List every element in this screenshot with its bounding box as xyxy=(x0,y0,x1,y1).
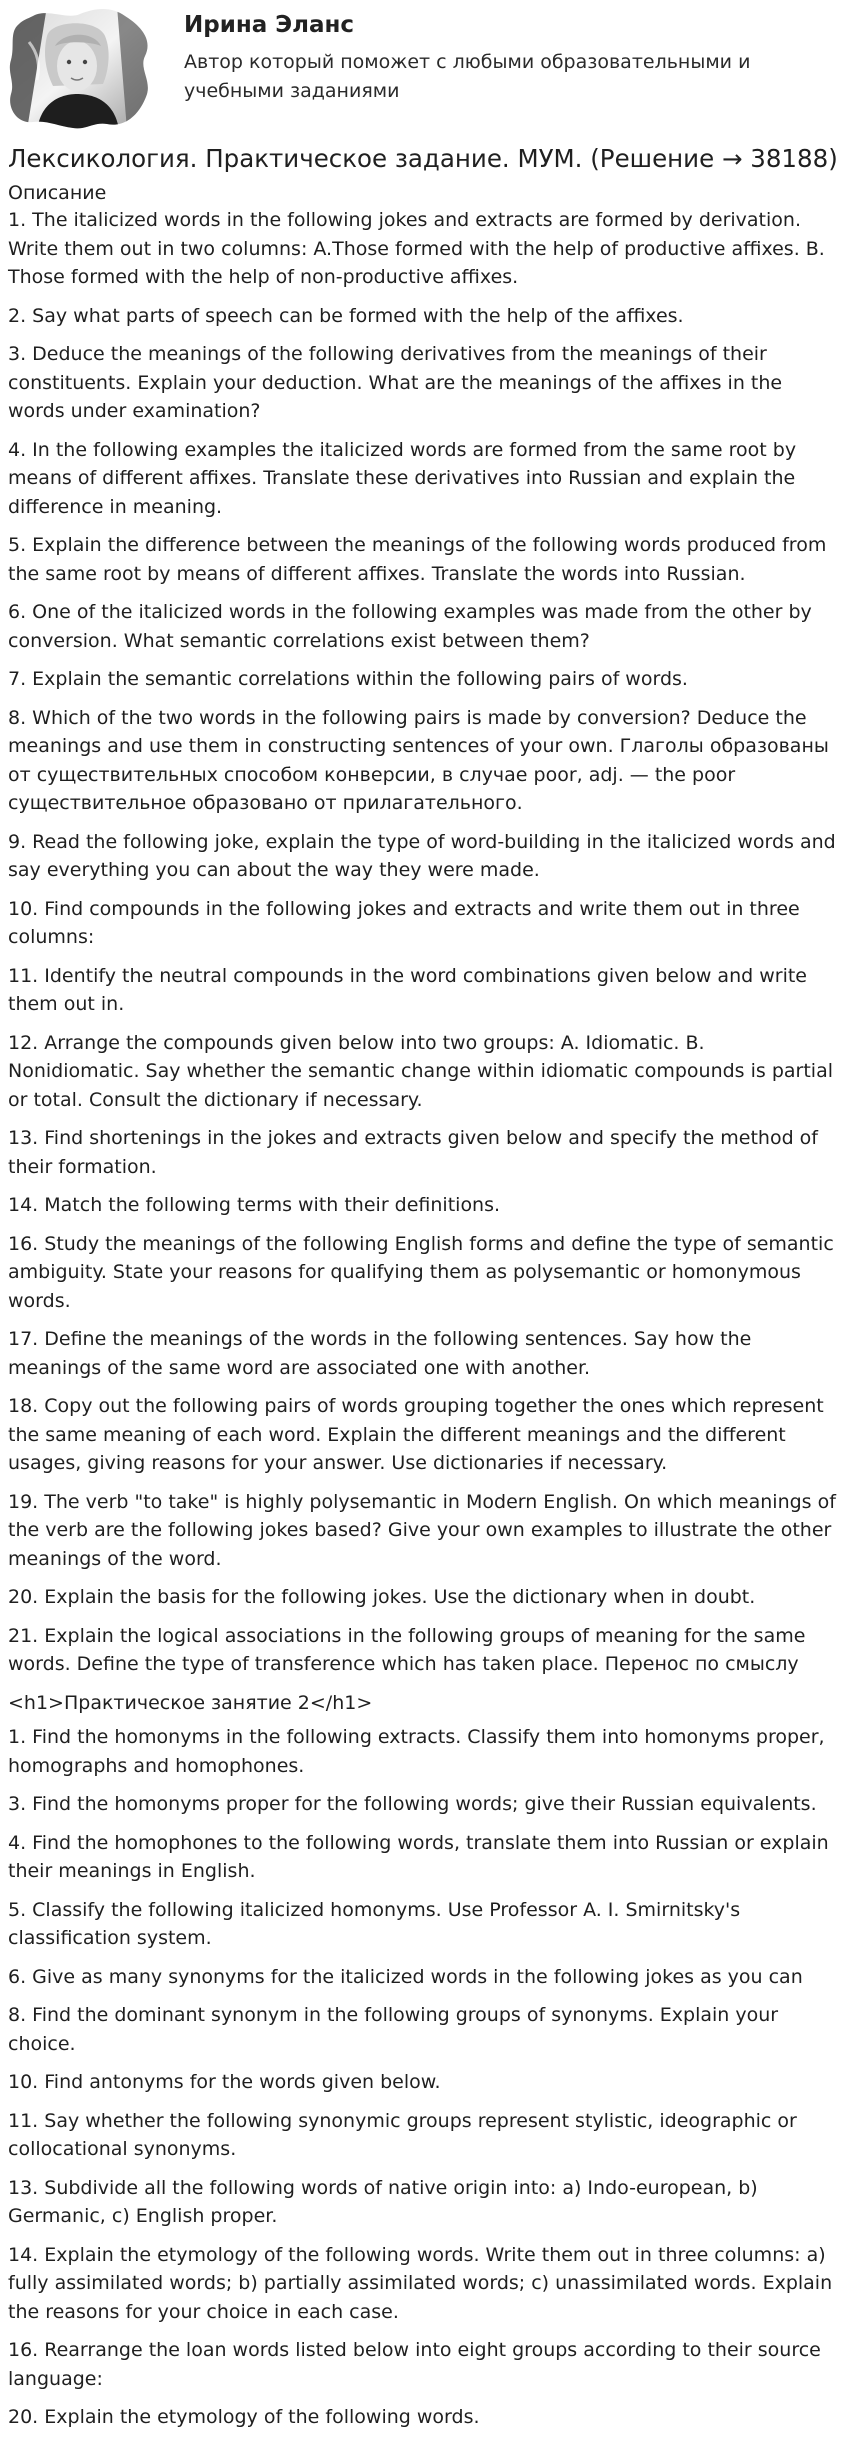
task-item-21: 21. Explain the logical associations in the following groups of meaning for the same words. Define the type of transference which has taken place. Перенос по смыслу xyxy=(8,1624,806,1675)
task-item-14: 14. Match the following terms with their definitions. xyxy=(8,1194,501,1216)
task-item-4: 4. In the following examples the italicized words are formed from the same root by means of different affixes. Translate these derivatives into Russian and explain the difference in meaning. xyxy=(8,438,797,518)
task-item-12: 12. Arrange the compounds given below into two groups: A. Idiomatic. B. Nonidiomatic. Say whether the semantic change within idiomatic compounds is partial or total. Consult the dictionary if necessary. xyxy=(8,1031,834,1111)
task-item-p2-11: 11. Say whether the following synonymic groups represent stylistic, ideographic or collocational synonyms. xyxy=(8,2109,797,2160)
task-item-9: 9. Read the following joke, explain the type of word-building in the italicized words and say everything you can about the way they were made. xyxy=(8,830,836,881)
task-item-18: 18. Copy out the following pairs of words grouping together the ones which represent the same meaning of each word. Explain the different meanings and the different usages, giving reasons for your answer. Use dictionaries if necessary. xyxy=(8,1395,824,1474)
task-item-p2-4: 4. Find the homophones to the following words, translate them into Russian or explain their meanings in English. xyxy=(8,1831,829,1882)
task-list xyxy=(0,206,847,2432)
task-item-10: 10. Find compounds in the following jokes and extracts and write them out in three columns: xyxy=(8,897,800,948)
task-item-p2-5: 5. Classify the following italicized homonyms. Use Professor A. I. Smirnitsky's classification system. xyxy=(8,1898,741,1949)
task-item-p2-14: 14. Explain the etymology of the following words. Write them out in three columns: a) fully assimilated words; b) partially assimilated words; c) unassimilated words. Explain the reasons for your choice in each case. xyxy=(8,2243,833,2323)
task-item-7: 7. Explain the semantic correlations within the following pairs of words. xyxy=(8,668,688,690)
task-item-8: 8. Which of the two words in the following pairs is made by conversion? Deduce the meanings and use them in constructing sentences of your own. Глаголы образованы от существительных способом конверсии, в случае poor, adj. — the poor существительное образовано от прилагательного. xyxy=(8,706,829,814)
task-item-6: 6. One of the italicized words in the following examples was made from the other by conversion. What semantic correlations exist between them? xyxy=(8,601,812,652)
task-item-16: 16. Study the meanings of the following English forms and define the type of semantic ambiguity. State your reasons for qualifying them as polysemantic or homonymous words. xyxy=(8,1232,834,1312)
author-card xyxy=(0,0,847,142)
description-label: Описание xyxy=(8,182,107,204)
page-title: Лексикология. Практическое задание. МУМ. (Решение → 38188) xyxy=(8,144,838,173)
task-item-13: 13. Find shortenings in the jokes and extracts given below and specify the method of their formation. xyxy=(8,1127,818,1178)
task-item-p2-16: 16. Rearrange the loan words listed below into eight groups according to their source language: xyxy=(8,2339,821,2390)
task-item-20: 20. Explain the basis for the following jokes. Use the dictionary when in doubt. xyxy=(8,1586,756,1608)
task-item-11: 11. Identify the neutral compounds in the word combinations given below and write them out in. xyxy=(8,964,807,1015)
task-item-17: 17. Define the meanings of the words in the following sentences. Say how the meanings of the same word are associated one with another. xyxy=(8,1328,752,1379)
task-item-p2-20: 20. Explain the etymology of the following words. xyxy=(8,2406,480,2428)
author-name[interactable]: Ирина Эланс xyxy=(184,12,355,38)
task-item-p2-3: 3. Find the homonyms proper for the following words; give their Russian equivalents. xyxy=(8,1793,817,1815)
task-item-p2-6: 6. Give as many synonyms for the italicized words in the following jokes as you can xyxy=(8,1965,803,1988)
task-item-19: 19. The verb "to take" is highly polysemantic in Modern English. On which meanings of the verb are the following jokes based? Give your own examples to illustrate the other meanings of the word. xyxy=(8,1490,836,1570)
task-item-1: 1. The italicized words in the following jokes and extracts are formed by derivation. Write them out in two columns: A.Those formed with the help of productive affixes. B. Those formed with the help of non-productive affixes. xyxy=(8,209,825,288)
author-description: Автор который поможет с любыми образовательными и учебными заданиями xyxy=(184,51,751,102)
task-item-5: 5. Explain the difference between the meanings of the following words produced from the same root by means of different affixes. Translate the words into Russian. xyxy=(8,534,827,585)
author-avatar[interactable] xyxy=(7,6,153,130)
task-item-2: 2. Say what parts of speech can be formed with the help of the affixes. xyxy=(8,304,684,327)
task-item-p2-8: 8. Find the dominant synonym in the following groups of synonyms. Explain your choice. xyxy=(8,2004,779,2055)
task-item-3: 3. Deduce the meanings of the following derivatives from the meanings of their constituents. Explain your deduction. What are the meanings of the affixes in the words under examination? xyxy=(8,343,783,422)
task-item-p2-1: 1. Find the homonyms in the following extracts. Classify them into homonyms proper, homographs and homophones. xyxy=(8,1726,825,1777)
task-item-p2-13: 13. Subdivide all the following words of native origin into: a) Indo-european, b) Germanic, c) English proper. xyxy=(8,2176,758,2227)
task-item-p2-10: 10. Find antonyms for the words given below. xyxy=(8,2071,441,2093)
section-heading-raw: <h1>Практическое занятие 2</h1> xyxy=(8,1691,373,1714)
